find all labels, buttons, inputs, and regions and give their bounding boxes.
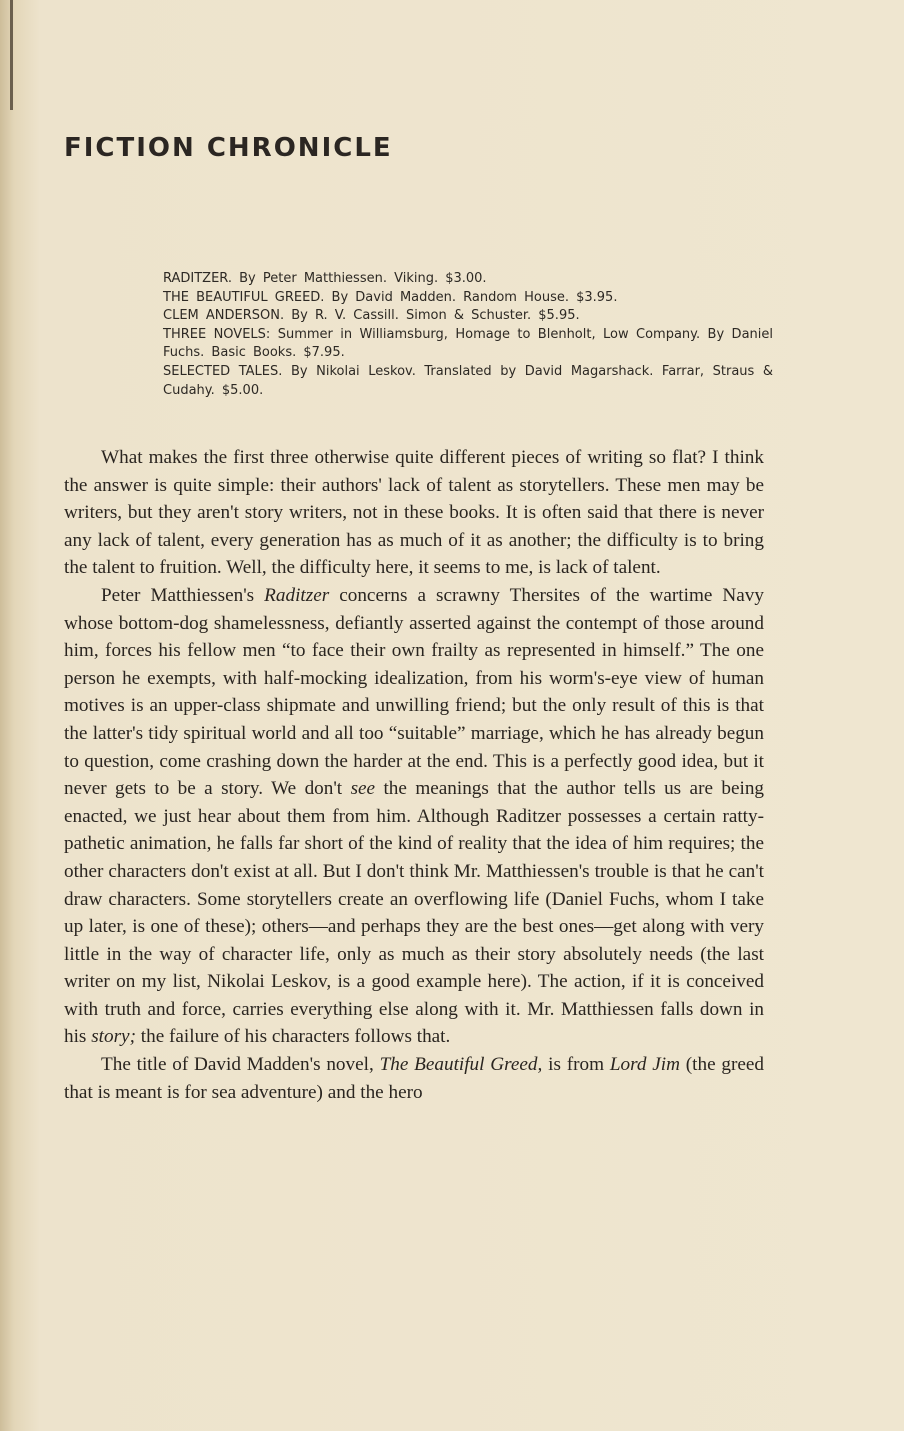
text-run: (the greed that is meant is for sea adventure) and the hero [64, 1054, 764, 1103]
book-entry: THE BEAUTIFUL GREED. By David Madden. Random House. $3.95. [163, 289, 618, 305]
book-title-italic: Lord Jim [609, 1054, 680, 1076]
book-list [163, 270, 773, 400]
paragraph [64, 1051, 764, 1106]
text-run: concerns a scrawny Thersites of the wartime Navy whose bottom-dog shamelessness, defiantly asserted against the contempt of those around him, forces his fellow men “to face their own frailty as represented in himself.” The one person he exempts, with half-mocking idealization, from his worm's-eye view of human motives is an upper-class shipmate and unwilling friend; but the only result of this is that the latter's tidy spiritual world and all too “suitable” marriage, which he has already begun to question, come crashing down the harder at the end. This is a perfectly good idea, but it never gets to be a story. We don't [64, 584, 764, 800]
emphasis-italic: see [350, 778, 376, 800]
paragraph: What makes the first three otherwise quite different pieces of writing so flat? I think the answer is quite simple: their authors' lack of talent as storytellers. These men may be writers, but they aren't story writers, not in these books. It is often said that there is never any lack of talent, every generation has as much of it as another; the difficulty is to bring the talent to fruition. Well, the difficulty here, it seems to me, is lack of talent. [64, 447, 764, 579]
binding-edge [10, 0, 13, 110]
text-run: the failure of his characters follows that. [135, 1026, 451, 1048]
text-run: the meanings that the author tells us are being enacted, we just hear about them from him. Although Raditzer possesses a certain ratty-pathetic animation, he falls far short of the kind of reality that the idea of him requires; the other characters don't exist at all. But I don't think Mr. Matthiessen's trouble is that he can't draw characters. Some storytellers create an overflowing life (Daniel Fuchs, whom I take up later, is one of these); others—and perhaps they are the best ones—get along with very little in the way of character life, only as much as their story absolutely needs (the last writer on my list, Nikolai Leskov, is a good example here). The action, if it is conceived with truth and force, carries everything else along with it. Mr. Matthiessen falls down in his [64, 778, 765, 1048]
section-heading: FICTION CHRONICLE [64, 133, 393, 163]
emphasis-italic: story; [91, 1026, 136, 1048]
book-entry: SELECTED TALES. By Nikolai Leskov. Translated by David Magarshack. Farrar, Straus & Cudahy. $5.00. [163, 363, 773, 398]
text-run: The title of David Madden's novel, [101, 1054, 380, 1076]
book-title-italic: Raditzer [264, 584, 330, 606]
text-run: Peter Matthiessen's [101, 584, 265, 606]
book-title-italic: The Beautiful Greed, [379, 1054, 543, 1076]
book-entry: CLEM ANDERSON. By R. V. Cassill. Simon & Schuster. $5.95. [163, 308, 580, 324]
paragraph [64, 582, 764, 1051]
article-body [64, 444, 764, 1106]
book-entry: RADITZER. By Peter Matthiessen. Viking. $3.00. [163, 271, 487, 286]
text-run: is from [542, 1054, 610, 1076]
book-entry: THREE NOVELS: Summer in Williamsburg, Homage to Blenholt, Low Company. By Daniel Fuchs. Basic Books. $7.95. [163, 326, 773, 361]
